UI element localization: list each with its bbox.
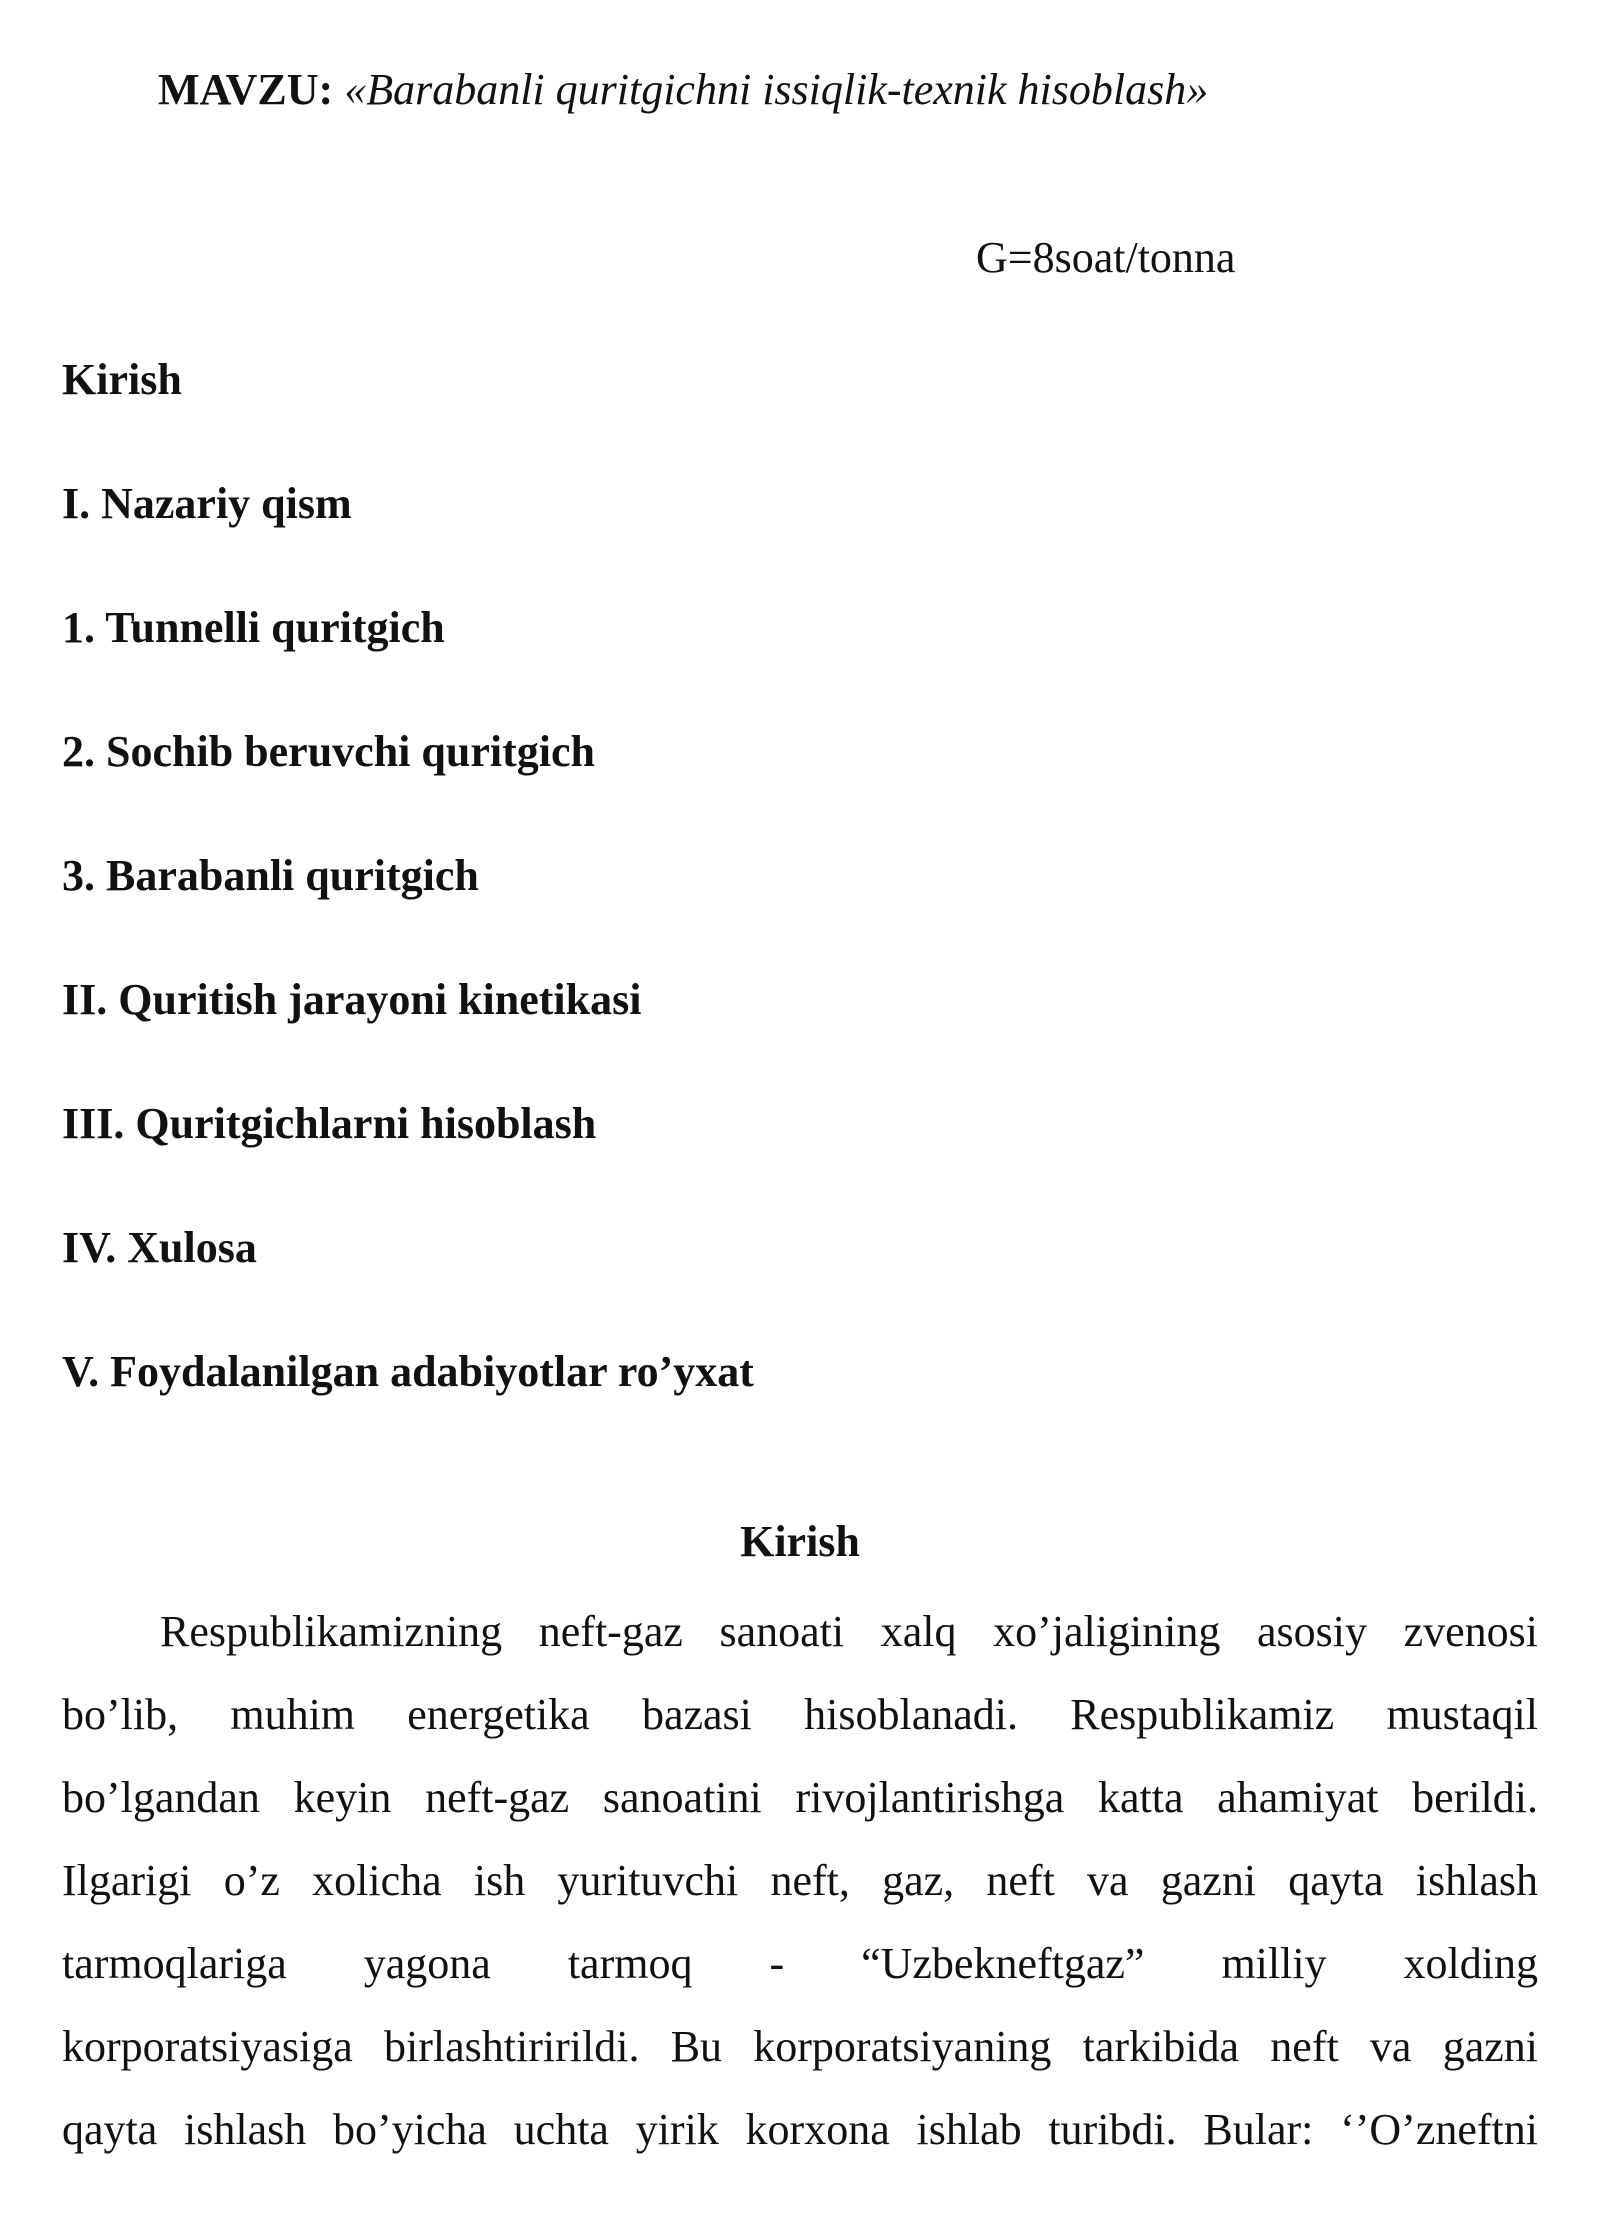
- toc-item-barabanli-quritgich: 3. Barabanli quritgich: [62, 851, 479, 900]
- paragraph-line: korporatsiyasiga birlashtiririldi. Bu korporatsiyaning tarkibida neft va gazni: [62, 2022, 1538, 2071]
- toc-item-tunnelli-quritgich: 1. Tunnelli quritgich: [62, 603, 445, 652]
- topic-line: [158, 62, 1208, 118]
- paragraph-line: Respublikamizning neft-gaz sanoati xalq xo’jaligining asosiy zvenosi: [160, 1607, 1538, 1656]
- toc-item-xulosa: IV. Xulosa: [62, 1223, 257, 1272]
- paragraph-line: bo’lib, muhim energetika bazasi hisoblanadi. Respublikamiz mustaqil: [62, 1690, 1538, 1739]
- toc-item-kirish: Kirish: [62, 355, 182, 404]
- toc-item-nazariy-qism: I. Nazariy qism: [62, 479, 352, 528]
- toc-item-adabiyotlar: V. Foydalanilgan adabiyotlar ro’yxat: [62, 1347, 754, 1396]
- paragraph-line: bo’lgandan keyin neft-gaz sanoatini rivojlantirishga katta ahamiyat berildi.: [62, 1773, 1538, 1822]
- given-value: G=8soat/tonna: [976, 233, 1236, 282]
- topic-label: MAVZU:: [158, 65, 334, 114]
- toc-item-sochib-beruvchi-quritgich: 2. Sochib beruvchi quritgich: [62, 727, 595, 776]
- topic-title: «Barabanli quritgichni issiqlik-texnik hisoblash»: [344, 65, 1209, 114]
- paragraph-line: tarmoqlariga yagona tarmoq - “Uzbekneftgaz” milliy xolding: [62, 1939, 1538, 1988]
- paragraph-line: qayta ishlash bo’yicha uchta yirik korxona ishlab turibdi. Bular: ‘’O’zneftni: [62, 2105, 1538, 2154]
- toc-item-quritish-kinetikasi: II. Quritish jarayoni kinetikasi: [62, 975, 642, 1024]
- toc-item-quritgichlarni-hisoblash: III. Quritgichlarni hisoblash: [62, 1099, 597, 1148]
- section-paragraph: [62, 1590, 1538, 2171]
- paragraph-line: Ilgarigi o’z xolicha ish yurituvchi neft, gaz, neft va gazni qayta ishlash: [62, 1856, 1538, 1905]
- table-of-contents: [62, 352, 754, 1468]
- section-heading: Kirish: [740, 1517, 860, 1566]
